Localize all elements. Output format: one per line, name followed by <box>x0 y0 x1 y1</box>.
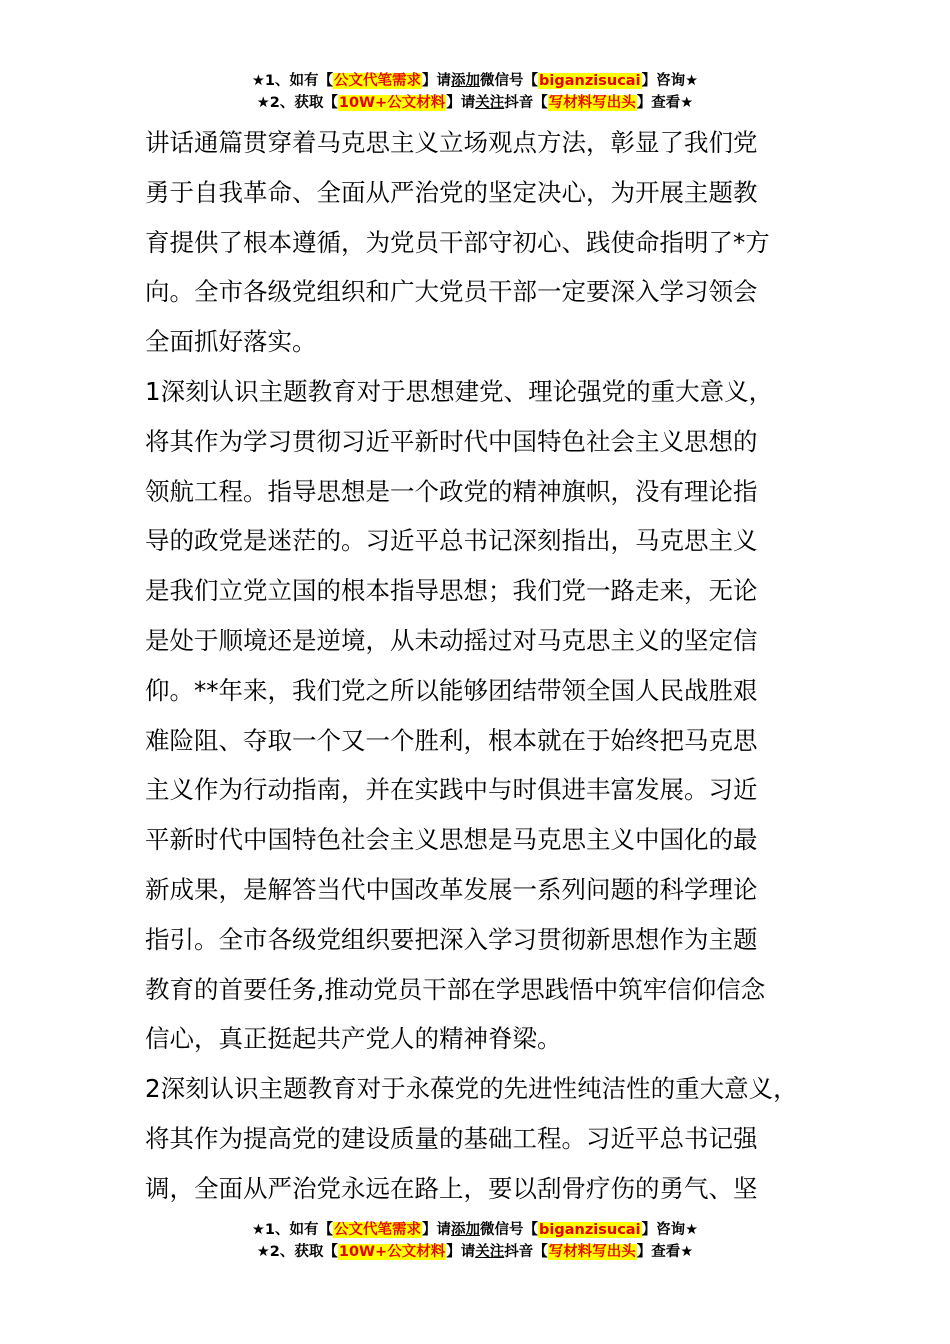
document-body <box>145 118 835 1214</box>
banner-text: 微信号【 <box>480 73 539 89</box>
text-line: 主义作为行动指南，并在实践中与时俱进丰富发展。习近 <box>145 775 758 805</box>
text-line: 育提供了根本遵循，为党员干部守初心、践使命指明了*方 <box>145 227 770 257</box>
text-line: 是处于顺境还是逆境，从未动摇过对马克思主义的坚定信 <box>145 625 758 655</box>
text-line: 向。全市各级党组织和广大党员干部一定要深入学习领会 <box>145 277 758 307</box>
text-line: 2深刻认识主题教育对于永葆党的先进性纯洁性的重大意义， <box>145 1074 798 1104</box>
text-line: 导的政党是迷茫的。习近平总书记深刻指出，马克思主义 <box>145 526 758 556</box>
banner-text: ★2、获取【 <box>256 95 338 111</box>
text-line: 平新时代中国特色社会主义思想是马克思主义中国化的最 <box>145 825 758 855</box>
text-line: 领航工程。指导思想是一个政党的精神旗帜，没有理论指 <box>145 476 758 506</box>
highlight-materials: 10W+公文材料 <box>338 95 446 111</box>
text-line: 讲话通篇贯穿着马克思主义立场观点方法，彰显了我们党 <box>145 128 758 157</box>
banner-line-1 <box>0 70 950 92</box>
highlight-materials: 10W+公文材料 <box>338 1244 446 1260</box>
banner-text: 】咨询★ <box>641 1222 699 1238</box>
banner-text: 】咨询★ <box>641 73 699 89</box>
text-line: 仰。**年来，我们党之所以能够团结带领全国人民战胜艰 <box>145 675 758 705</box>
highlight-service: 公文代笔需求 <box>334 1222 422 1238</box>
text-line: 将其作为学习贯彻习近平新时代中国特色社会主义思想的 <box>145 426 758 456</box>
banner-text: 】请 <box>422 1222 452 1238</box>
banner-text: 抖音【 <box>504 95 548 111</box>
text-line: 是我们立党立国的根本指导思想；我们党一路走来，无论 <box>145 576 758 606</box>
banner-text: ★1、如有【 <box>251 73 334 89</box>
top-banner <box>0 70 950 114</box>
text-line: 全面抓好落实。 <box>145 327 317 357</box>
banner-text: 】查看★ <box>636 95 694 111</box>
highlight-service: 公文代笔需求 <box>334 73 422 89</box>
banner-emphasis: 关注 <box>475 95 505 111</box>
banner-text: 】请 <box>446 1244 476 1260</box>
bottom-banner <box>0 1219 950 1263</box>
text-line: 将其作为提高党的建设质量的基础工程。习近平总书记强 <box>145 1123 758 1153</box>
text-line: 勇于自我革命、全面从严治党的坚定决心，为开展主题教 <box>145 177 758 207</box>
banner-text: ★2、获取【 <box>256 1244 338 1260</box>
text-line: 教育的首要任务,推动党员干部在学思践悟中筑牢信仰信念 <box>145 974 766 1004</box>
banner-text: 微信号【 <box>480 1222 539 1238</box>
banner-text: 抖音【 <box>504 1244 548 1260</box>
banner-line-1 <box>0 1219 950 1241</box>
text-line: 信心，真正挺起共产党人的精神脊梁。 <box>145 1024 562 1054</box>
banner-text: ★1、如有【 <box>251 1222 334 1238</box>
text-line: 难险阻、夺取一个又一个胜利，根本就在于始终把马克思 <box>145 725 758 755</box>
highlight-wechat-id: biganzisucai <box>539 1222 641 1238</box>
highlight-wechat-id: biganzisucai <box>539 73 641 89</box>
banner-emphasis: 关注 <box>475 1244 505 1260</box>
highlight-douyin: 写材料写出头 <box>548 1244 636 1260</box>
banner-line-2 <box>0 92 950 114</box>
text-line: 1深刻认识主题教育对于思想建党、理论强党的重大意义， <box>145 376 774 406</box>
banner-line-2 <box>0 1241 950 1263</box>
text-line: 调，全面从严治党永远在路上，要以刮骨疗伤的勇气、坚 <box>145 1173 758 1203</box>
banner-emphasis: 添加 <box>451 73 481 89</box>
text-line: 指引。全市各级党组织要把深入学习贯彻新思想作为主题 <box>145 924 758 954</box>
banner-text: 】请 <box>422 73 452 89</box>
banner-text: 】查看★ <box>636 1244 694 1260</box>
banner-emphasis: 添加 <box>451 1222 481 1238</box>
text-line: 新成果，是解答当代中国改革发展一系列问题的科学理论 <box>145 874 758 904</box>
highlight-douyin: 写材料写出头 <box>548 95 636 111</box>
banner-text: 】请 <box>446 95 476 111</box>
